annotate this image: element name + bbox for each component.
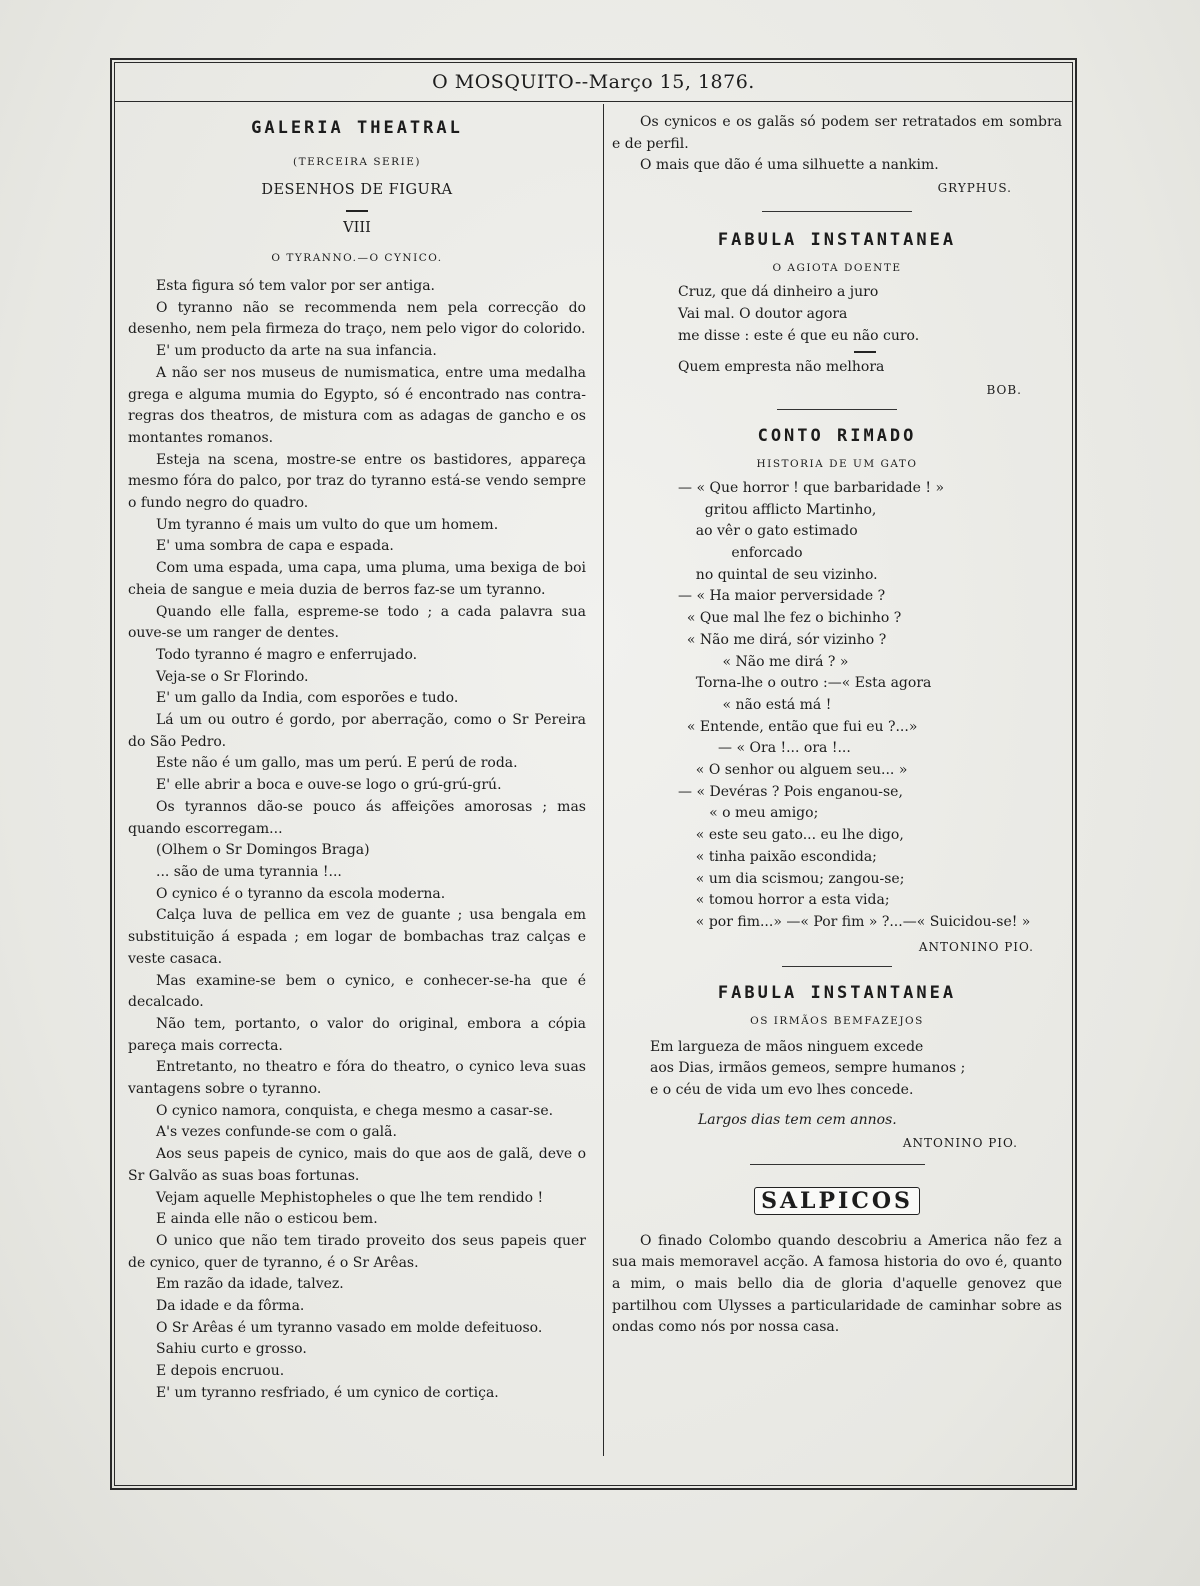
- verse-line: Em largueza de mãos ninguem excede: [650, 1038, 924, 1055]
- verse-line: gritou afflicto Martinho,: [678, 501, 877, 518]
- article-body: [128, 276, 586, 1405]
- verse-line: — « Devéras ? Pois enganou-se,: [678, 783, 903, 800]
- article-paragraph: Entretanto, no theatro e fóra do theatro, o cynico leva suas vantagens sobre o tyranno.: [128, 1059, 586, 1098]
- article-paragraph: Veja-se o Sr Florindo.: [156, 668, 309, 685]
- article-paragraph: E ainda elle não o esticou bem.: [156, 1211, 378, 1228]
- article-paragraph: E' um tyranno resfriado, é um cynico de cortiça.: [156, 1384, 499, 1401]
- article-number: VIII: [343, 220, 371, 236]
- verse-line: « tomou horror a esta vida;: [678, 892, 890, 909]
- verse-line: « Entende, então que fui eu ?...»: [678, 718, 918, 735]
- fabula-2-subtitle: OS IRMÃOS BEMFAZEJOS: [750, 1014, 924, 1027]
- article-paragraph: Os tyrannos dão-se pouco ás affeições amorosas ; mas quando escorregam...: [128, 798, 586, 837]
- article-paragraph: E' um gallo da India, com esporões e tudo.: [156, 690, 459, 707]
- verse-line: — « Ora !... ora !...: [678, 740, 851, 757]
- right-column: [612, 112, 1062, 1339]
- article-paragraph: A's vezes confunde-se com o galã.: [156, 1124, 397, 1141]
- verse-line: « o meu amigo;: [678, 805, 819, 822]
- section-title-fabula-1: FABULA INSTANTANEA: [717, 230, 957, 251]
- verse-line: « por fim...» —« Por fim » ?...—« Suicidou-se! »: [678, 913, 1031, 930]
- fabula-2-verses: [612, 1037, 1062, 1132]
- left-column: [128, 112, 586, 1405]
- article-paragraph: Da idade e da fôrma.: [156, 1298, 305, 1315]
- section-title-galeria: GALERIA THEATRAL: [251, 118, 463, 138]
- verse-line: Vai mal. O doutor agora: [678, 305, 848, 322]
- article-paragraph: E depois encruou.: [156, 1363, 285, 1380]
- verse-line: « Não me dirá, sór vizinho ?: [678, 631, 887, 648]
- article-paragraph: O unico que não tem tirado proveito dos seus papeis quer de cynico, quer de tyranno, é o Sr Arêas.: [128, 1232, 586, 1271]
- salpicos-title: [612, 1187, 1062, 1215]
- article-paragraph: O cynico é o tyranno da escola moderna.: [156, 885, 446, 902]
- section-rule: [777, 409, 897, 410]
- masthead: O MOSQUITO--Março 15, 1876.: [114, 62, 1073, 102]
- verse-line: Torna-lhe o outro :—« Esta agora: [678, 675, 932, 692]
- verse-line: aos Dias, irmãos gemeos, sempre humanos ;: [650, 1060, 966, 1077]
- verse-line: — « Que horror ! que barbaridade ! »: [678, 479, 945, 496]
- article-paragraph: Vejam aquelle Mephistopheles o que lhe tem rendido !: [156, 1189, 544, 1206]
- signature-antonino-pio-2: ANTONINO PIO.: [902, 1135, 1018, 1150]
- article-paragraph: ... são de uma tyrannia !...: [156, 863, 342, 880]
- article-paragraph: E' um producto da arte na sua infancia.: [156, 343, 437, 360]
- article-paragraph: Quando elle falla, espreme-se todo ; a cada palavra sua ouve-se um ranger de dentes.: [128, 603, 586, 642]
- column-divider: [603, 104, 604, 1456]
- verse-line: Cruz, que dá dinheiro a juro: [678, 284, 879, 301]
- intro-paragraph: Os cynicos e os galãs só podem ser retratados em sombra e de perfil.: [612, 114, 1062, 152]
- section-rule: [782, 966, 892, 967]
- article-paragraph: Esta figura só tem valor por ser antiga.: [156, 278, 436, 294]
- verse-line: « Não me dirá ? »: [678, 653, 849, 670]
- verse-line: « este seu gato... eu lhe digo,: [678, 827, 904, 844]
- article-paragraph: Não tem, portanto, o valor do original, embora a cópia pareça mais correcta.: [128, 1015, 586, 1054]
- verse-line: « não está má !: [678, 696, 832, 713]
- article-paragraph: Lá um ou outro é gordo, por aberração, como o Sr Pereira do São Pedro.: [128, 712, 586, 750]
- salpicos-paragraph: O finado Colombo quando descobriu a America não fez a sua mais memoravel acção. A famosa historia do ovo é, quanto a mim, o mais bello dia de gloria d'aquelle genovez que partilhou com Ulysses a particularidade de caminhar sobre as ondas como nós por nossa casa.: [612, 1232, 1062, 1336]
- section-rule: [750, 1164, 925, 1165]
- signature-antonino-pio-1: ANTONINO PIO.: [918, 939, 1034, 954]
- article-paragraph: O cynico namora, conquista, e chega mesmo a casar-se.: [156, 1102, 554, 1119]
- intro-paragraph: O mais que dão é uma silhuette a nankim.: [640, 157, 939, 174]
- short-rule: [854, 351, 876, 353]
- conto-subtitle: HISTORIA DE UM GATO: [756, 457, 918, 470]
- section-rule: [762, 211, 912, 212]
- article-paragraph: (Olhem o Sr Domingos Braga): [156, 842, 370, 859]
- article-paragraph: Mas examine-se bem o cynico, e conhecer-se-ha que é decalcado.: [128, 972, 586, 1011]
- article-paragraph: Todo tyranno é magro e enferrujado.: [156, 646, 418, 663]
- section-title-conto: CONTO RIMADO: [757, 425, 917, 446]
- article-paragraph: Este não é um gallo, mas um perú. E perú de roda.: [156, 755, 518, 772]
- fabula-1-subtitle: O AGIOTA DOENTE: [772, 262, 902, 275]
- article-paragraph: Esteja na scena, mostre-se entre os bastidores, appareça mesmo fóra do palco, por traz do tyranno está-se vendo sempre o fundo negro do quadro.: [128, 451, 586, 512]
- verse-line: « tinha paixão escondida;: [678, 848, 877, 865]
- conto-verses: [612, 478, 1062, 934]
- signature-gryphus: GRYPHUS.: [937, 181, 1012, 196]
- verse-line: « um dia scismou; zangou-se;: [678, 870, 905, 887]
- article-paragraph: Calça luva de pellica em vez de guante ; usa bengala em substituição á espada ; em logar de bombachas traz calças e veste casaca.: [128, 907, 586, 967]
- article-paragraph: E' uma sombra de capa e espada.: [156, 538, 394, 555]
- verse-line: e o céu de vida um evo lhes concede.: [650, 1082, 914, 1099]
- salpicos-title-text: SALPICOS: [754, 1187, 920, 1215]
- article-paragraph: O Sr Arêas é um tyranno vasado em molde defeituoso.: [156, 1319, 543, 1336]
- article-paragraph: Sahiu curto e grosso.: [156, 1341, 307, 1358]
- verse-line: « O senhor ou alguem seu... »: [678, 762, 908, 779]
- signature-bob: BOB.: [986, 382, 1022, 397]
- short-rule: [346, 210, 368, 212]
- verse-line: — « Ha maior perversidade ?: [678, 588, 886, 605]
- article-paragraph: O tyranno não se recommenda nem pela correcção do desenho, nem pela firmeza do traço, nem pelo vigor do colorido.: [128, 299, 586, 338]
- section-subtitle: DESENHOS DE FIGURA: [261, 182, 453, 198]
- series-label: (TERCEIRA SERIE): [292, 156, 421, 168]
- article-paragraph: Com uma espada, uma capa, uma pluma, uma bexiga de boi cheia de sangue e meia duzia de berros faz-se um tyranno.: [128, 560, 586, 598]
- article-paragraph: Um tyranno é mais um vulto do que um homem.: [156, 516, 499, 533]
- fabula-1-moral: Quem empresta não melhora: [678, 359, 885, 376]
- article-heading: O TYRANNO.—O CYNICO.: [271, 252, 443, 264]
- verse-line: « Que mal lhe fez o bichinho ?: [678, 610, 902, 627]
- fabula-1-verses: [612, 282, 1062, 379]
- article-paragraph: E' elle abrir a boca e ouve-se logo o grú-grú-grú.: [156, 777, 502, 794]
- verse-line: me disse : este é que eu não curo.: [678, 327, 920, 344]
- article-paragraph: Aos seus papeis de cynico, mais do que aos de galã, deve o Sr Galvão as suas boas fortunas.: [128, 1146, 586, 1184]
- article-paragraph: Em razão da idade, talvez.: [156, 1276, 344, 1293]
- verse-line: no quintal de seu vizinho.: [678, 566, 878, 583]
- fabula-2-moral: Largos dias tem cem annos.: [698, 1111, 897, 1128]
- verse-line: enforcado: [678, 545, 803, 562]
- section-title-fabula-2: FABULA INSTANTANEA: [717, 982, 957, 1003]
- verse-line: ao vêr o gato estimado: [678, 523, 858, 540]
- article-paragraph: A não ser nos museus de numismatica, entre uma medalha grega e alguma mumia do Egypto, só é encontrado nas contra-regras dos theatros, de mistura com as adagas de gancho e os montantes romanos.: [128, 364, 586, 446]
